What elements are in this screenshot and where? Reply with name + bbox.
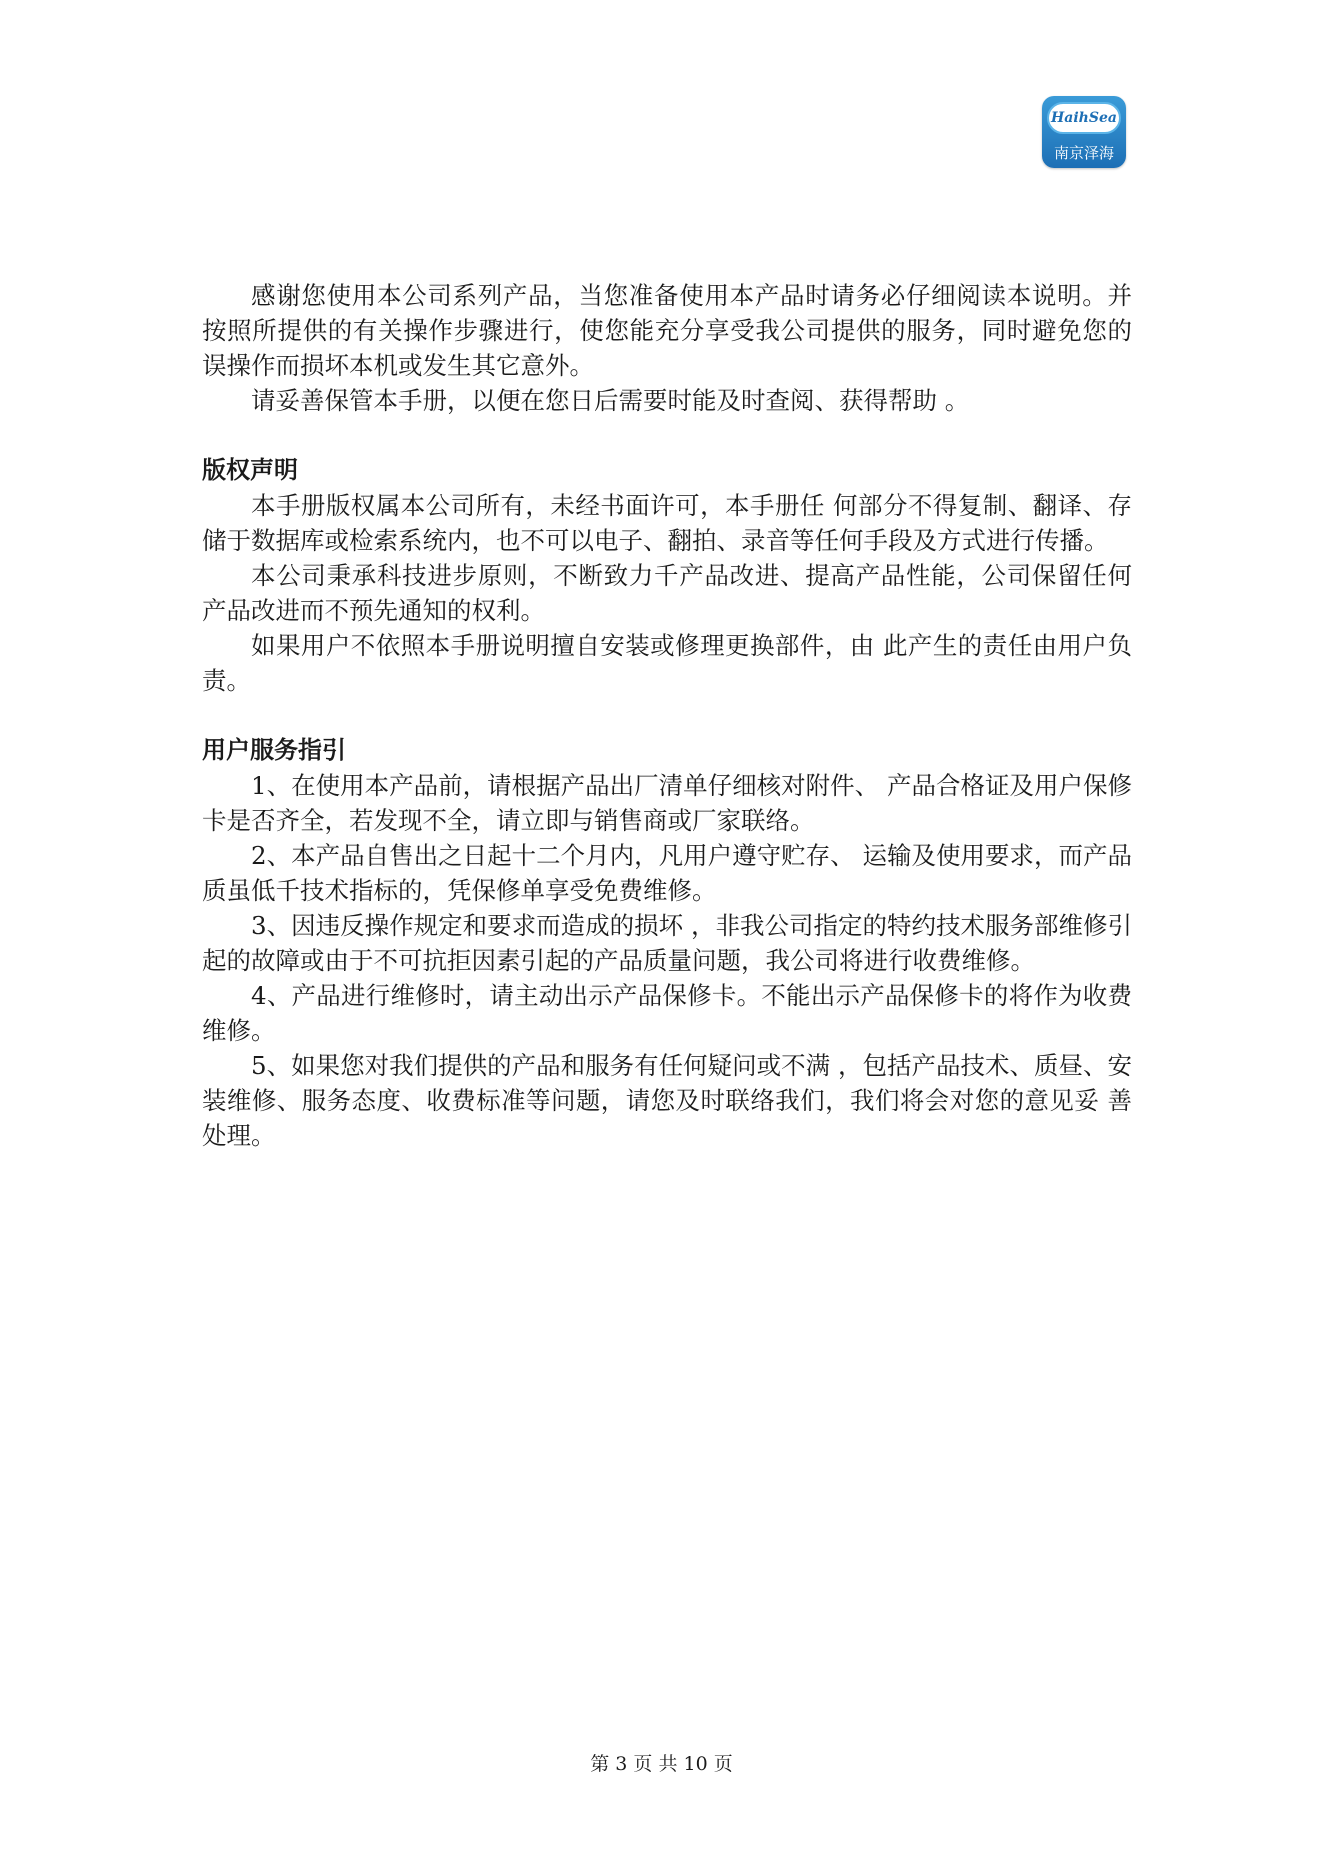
document-body: [202, 278, 1132, 1153]
service-item: 4、产品进行维修时，请主动出示产品保修卡。不能出示产品保修卡的将作为收费维修。: [202, 981, 1132, 1045]
copyright-heading: 版权声明: [202, 456, 298, 484]
page-number: 第 3 页 共 10 页: [590, 1753, 733, 1775]
logo-brand-text: HaihSea: [1051, 110, 1117, 126]
service-item: 1、在使用本产品前，请根据产品出厂清单仔细核对附件、 产品合格证及用户保修卡是否齐全，若发现不全，请立即与销售商或厂家联络。: [202, 771, 1132, 835]
haihsea-logo: [1042, 96, 1126, 168]
logo-company-name: 南京泽海: [1053, 144, 1114, 162]
service-item: 2、本产品自售出之日起十二个月内，凡用户遵守贮存、 运输及使用要求，而产品质虽低千技术指标的，凭保修单享受免费维修。: [202, 841, 1132, 905]
logo-badge: [1047, 102, 1121, 134]
copyright-paragraph: 本手册版权属本公司所有，未经书面许可，本手册任 何部分不得复制、翻译、存储于数据库或检索系统内，也不可以电子、翻拍、录音等任何手段及方式进行传播。: [202, 491, 1132, 555]
intro-paragraph: 感谢您使用本公司系列产品，当您准备使用本产品时请务必仔细阅读本说明。并按照所提供的有关操作步骤进行，使您能充分享受我公司提供的服务，同时避免您的误操作而损坏本机或发生其它意外。: [202, 281, 1132, 380]
service-item: 5、如果您对我们提供的产品和服务有任何疑问或不满 ，包括产品技术、质昼、安装维修、服务态度、收费标准等问题，请您及时联络我们，我们将会对您的意见妥 善处理。: [202, 1051, 1132, 1150]
service-heading: 用户服务指引: [202, 736, 346, 764]
copyright-paragraph: 如果用户不依照本手册说明擅自安装或修理更换部件，由 此产生的责任由用户负责。: [202, 631, 1132, 695]
copyright-paragraph: 本公司秉承科技进步原则，不断致力千产品改进、提高产品性能，公司保留任何产品改进而不预先通知的权利。: [202, 561, 1132, 625]
intro-paragraph: 请妥善保管本手册，以便在您日后需要时能及时查阅、获得帮助 。: [251, 386, 970, 415]
service-item: 3、因违反操作规定和要求而造成的损坏 ，非我公司指定的特约技术服务部维修引起的故障或由于不可抗拒因素引起的产品质量问题，我公司将进行收费维修。: [202, 911, 1132, 975]
